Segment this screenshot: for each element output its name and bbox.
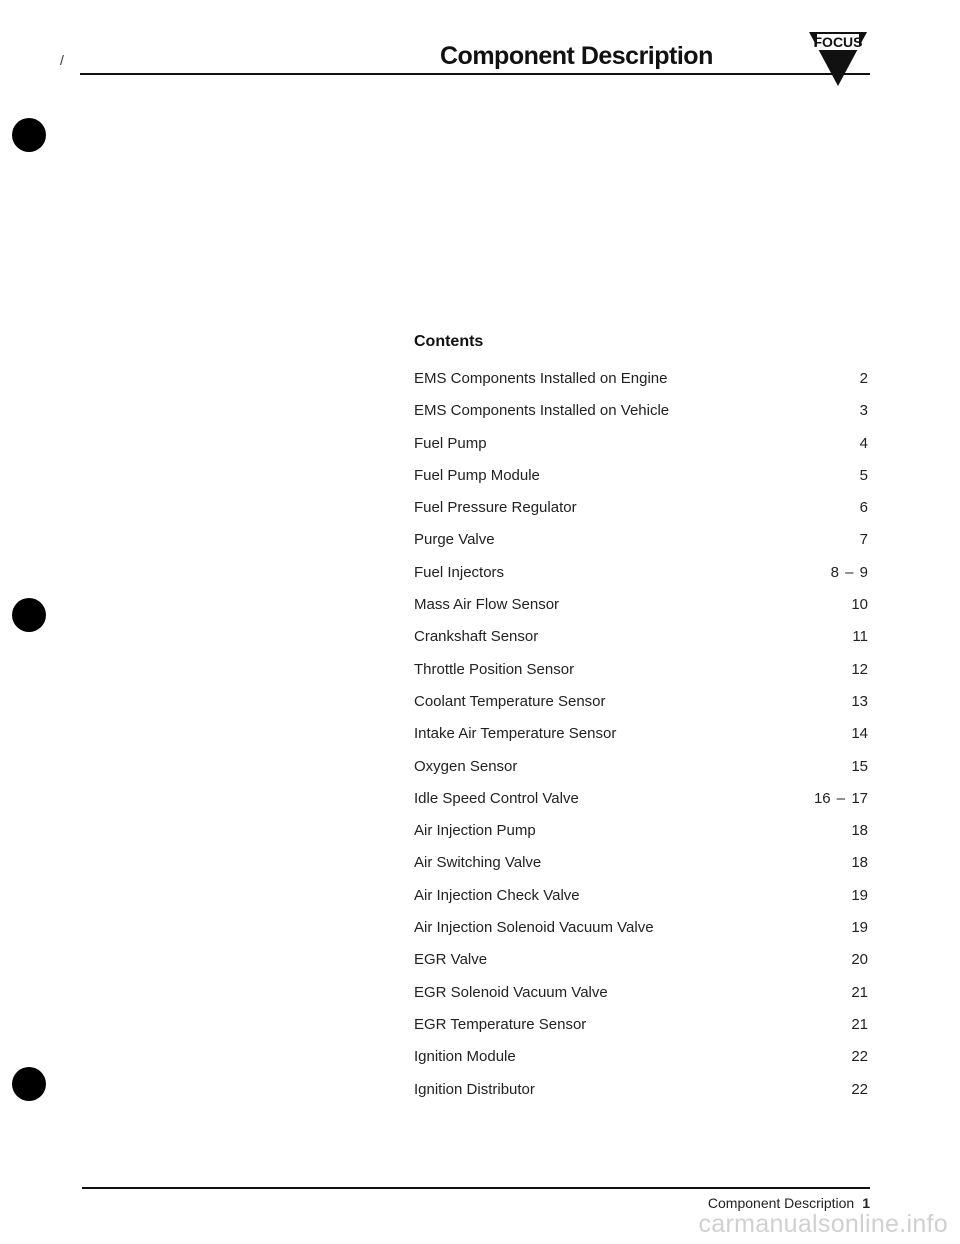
contents-item-page: 14 [851, 725, 868, 743]
contents-item [414, 723, 870, 755]
binder-hole-top [12, 118, 46, 152]
margin-mark: / [60, 52, 64, 68]
contents-item [414, 949, 870, 981]
contents-item-page: 6 [859, 499, 868, 517]
page-title: Component Description [440, 42, 713, 70]
contents-item [414, 659, 870, 691]
contents-item [414, 433, 870, 465]
contents-item [414, 1046, 870, 1078]
contents-item-page: 21 [851, 983, 868, 1001]
contents-item-page: 19 [851, 919, 868, 937]
contents-item-title: Air Injection Solenoid Vacuum Valve [414, 919, 654, 937]
contents-item-page: 18 [851, 822, 868, 840]
contents-item [414, 852, 870, 884]
binder-hole-bottom [12, 1067, 46, 1101]
contents-item-page: 21 [851, 1015, 868, 1033]
contents-item [414, 917, 870, 949]
contents-item-page: 15 [851, 757, 868, 775]
contents-item-title: Throttle Position Sensor [414, 660, 575, 678]
contents-item [414, 594, 870, 626]
binder-hole-middle [12, 598, 46, 632]
contents-item [414, 368, 870, 400]
footer [708, 1195, 870, 1211]
contents-item [414, 626, 870, 658]
contents-item-title: Coolant Temperature Sensor [414, 692, 606, 710]
header-rule [80, 73, 870, 75]
contents-item-title: Fuel Injectors [414, 563, 505, 581]
contents-item-title: Air Switching Valve [414, 854, 542, 872]
contents-item-title: Mass Air Flow Sensor [414, 596, 560, 614]
contents-item-title: Idle Speed Control Valve [414, 789, 579, 807]
contents-item-page: 22 [851, 1048, 868, 1066]
contents-item-title: Purge Valve [414, 531, 495, 549]
contents-heading: Contents [414, 333, 484, 350]
contents-item-page: 18 [851, 854, 868, 872]
contents-item [414, 982, 870, 1014]
contents-item-page: 16 – 17 [813, 789, 868, 807]
contents-item-title: Crankshaft Sensor [414, 628, 539, 646]
footer-section-label: Component Description [707, 1195, 855, 1211]
contents-list [414, 368, 870, 1111]
watermark: carmanualsonline.info [698, 1210, 948, 1238]
contents-item-page: 8 – 9 [830, 563, 868, 581]
contents-item [414, 885, 870, 917]
contents-item-page: 20 [851, 951, 868, 969]
contents-item-page: 12 [851, 660, 868, 678]
contents-item-page: 4 [859, 434, 868, 452]
contents-item-title: Air Injection Check Valve [414, 886, 580, 904]
contents-item [414, 400, 870, 432]
contents-item-title: Air Injection Pump [414, 822, 536, 840]
contents-item-title: Oxygen Sensor [414, 757, 518, 775]
contents-item-page: 2 [859, 370, 868, 387]
contents-item [414, 691, 870, 723]
contents-item-title: EMS Components Installed on Vehicle [414, 402, 670, 420]
contents-item-title: EGR Solenoid Vacuum Valve [414, 983, 608, 1001]
contents-item [414, 465, 870, 497]
footer-page-number: 1 [862, 1195, 870, 1211]
footer-rule [82, 1187, 870, 1189]
contents-item [414, 788, 870, 820]
contents-item-page: 3 [859, 402, 868, 420]
contents-item-title: Fuel Pump [414, 434, 487, 452]
contents-item-page: 7 [859, 531, 868, 549]
contents-item-title: EMS Components Installed on Engine [414, 370, 668, 387]
contents-item-title: Ignition Module [414, 1048, 516, 1066]
contents-item-page: 22 [851, 1080, 868, 1098]
contents-item-page: 10 [851, 596, 868, 614]
contents-item-page: 13 [851, 692, 868, 710]
contents-item [414, 1079, 870, 1111]
contents-item-title: Fuel Pressure Regulator [414, 499, 577, 517]
contents-item [414, 1014, 870, 1046]
contents-item-page: 5 [859, 466, 868, 484]
contents-item [414, 529, 870, 561]
contents-item-page: 11 [852, 628, 868, 646]
contents-item [414, 497, 870, 529]
contents-item-title: EGR Valve [414, 951, 488, 969]
contents-item-title: EGR Temperature Sensor [414, 1015, 587, 1033]
contents-item-title: Ignition Distributor [414, 1080, 535, 1098]
focus-logo [807, 30, 869, 88]
contents-item-page: 19 [851, 886, 868, 904]
logo-text: FOCUS [813, 34, 863, 50]
contents-item-title: Intake Air Temperature Sensor [414, 725, 617, 743]
contents-item [414, 756, 870, 788]
contents-item [414, 562, 870, 594]
contents-item [414, 820, 870, 852]
contents-item-title: Fuel Pump Module [414, 466, 540, 484]
